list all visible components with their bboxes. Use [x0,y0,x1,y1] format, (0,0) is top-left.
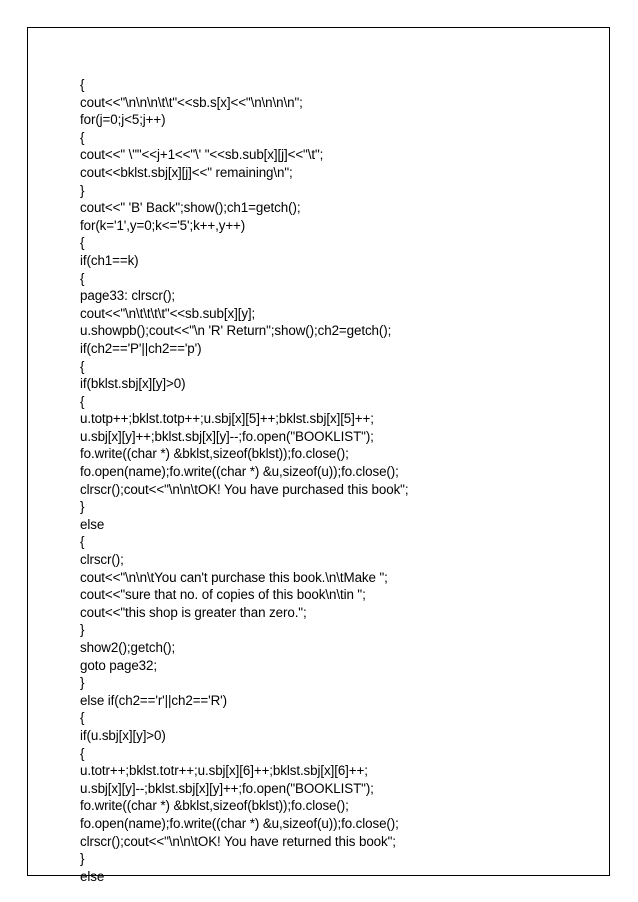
code-listing [80,76,540,885]
code-line: cout<<"\n\n\tYou can't purchase this book.\n\tMake "; [80,569,388,585]
code-line: { [80,270,85,286]
code-line: if(bklst.sbj[x][y]>0) [80,376,186,392]
code-line: if(ch2=='P'||ch2=='p') [80,340,202,356]
code-line: fo.write((char *) &bklst,sizeof(bklst));fo.close(); [80,798,349,814]
code-line: cout<<"this shop is greater than zero."; [80,604,307,620]
code-line: } [80,675,85,691]
code-line: cout<<"sure that no. of copies of this book\n\tin "; [80,587,366,603]
code-line: else if(ch2=='r'||ch2=='R') [80,692,227,708]
code-line: fo.open(name);fo.write((char *) &u,sizeof(u));fo.close(); [80,464,399,480]
code-line: goto page32; [80,657,157,673]
code-line: cout<<" \""<<j+1<<"\' "<<sb.sub[x][j]<<"\t"; [80,147,324,163]
code-line: if(ch1==k) [80,252,139,268]
code-line: u.sbj[x][y]++;bklst.sbj[x][y]--;fo.open("BOOKLIST"); [80,428,374,444]
code-line: } [80,499,85,515]
code-line: for(j=0;j<5;j++) [80,112,166,128]
code-line: if(u.sbj[x][y]>0) [80,727,166,743]
code-line: u.totp++;bklst.totp++;u.sbj[x][5]++;bklst.sbj[x][5]++; [80,411,374,427]
code-line: { [80,77,85,92]
code-line: cout<<bklst.sbj[x][j]<<" remaining\n"; [80,164,293,180]
code-line: clrscr();cout<<"\n\n\tOK! You have purchased this book"; [80,481,409,497]
code-line: u.showpb();cout<<"\n 'R' Return";show();ch2=getch(); [80,323,392,339]
code-line: show2();getch(); [80,640,176,655]
code-line: clrscr(); [80,552,124,568]
code-line: { [80,129,85,145]
code-line: clrscr();cout<<"\n\n\tOK! You have returned this book"; [80,833,396,849]
code-line: page33: clrscr(); [80,288,176,304]
code-line: cout<<"\n\t\t\t\t"<<sb.sub[x][y]; [80,305,256,321]
code-line: { [80,534,85,550]
code-line: { [80,745,85,761]
code-line: for(k='1',y=0;k<='5';k++,y++) [80,217,246,233]
code-line: } [80,182,85,198]
code-line: { [80,235,85,251]
code-line: else [80,516,105,532]
code-line: } [80,851,85,867]
code-line: cout<<"\n\n\n\t\t"<<sb.s[x]<<"\n\n\n\n"; [80,94,303,110]
code-line: u.sbj[x][y]--;bklst.sbj[x][y]++;fo.open("BOOKLIST"); [80,780,374,796]
code-line: } [80,622,85,638]
code-line: u.totr++;bklst.totr++;u.sbj[x][6]++;bklst.sbj[x][6]++; [80,763,368,779]
code-line: else [80,868,105,884]
code-line: { [80,358,85,374]
code-line: fo.open(name);fo.write((char *) &u,sizeof(u));fo.close(); [80,815,399,831]
code-line: fo.write((char *) &bklst,sizeof(bklst));fo.close(); [80,446,349,462]
code-line: cout<<" 'B' Back";show();ch1=getch(); [80,200,301,216]
code-line: { [80,710,85,726]
code-line: { [80,393,85,409]
